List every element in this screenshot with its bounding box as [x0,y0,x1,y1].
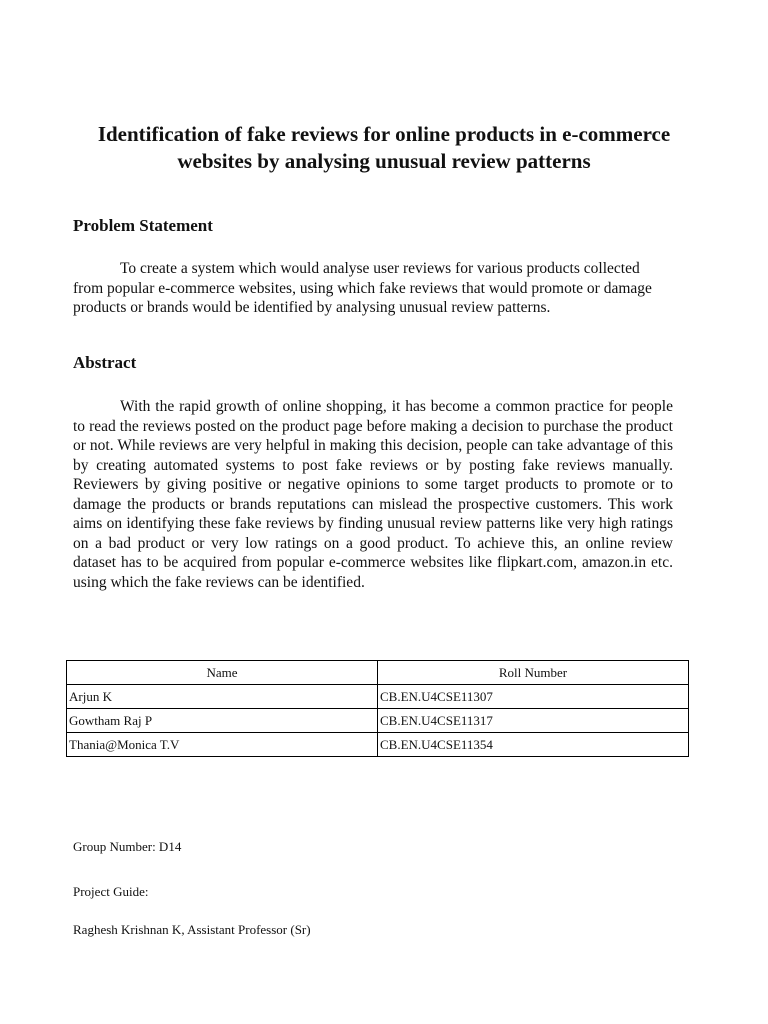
group-number: Group Number: D14 [73,839,182,854]
table-row [67,733,689,757]
member-roll-number: CB.EN.U4CSE11317 [378,709,689,733]
problem-statement-text: To create a system which would analyse user reviews for various products collected from popular e-commerce websites, using which fake reviews that would promote or damage products or brands would be identified by analysing unusual review patterns. [73,260,652,316]
abstract-heading: Abstract [73,353,137,372]
project-guide-label: Project Guide: [73,884,149,899]
project-guide-name: Raghesh Krishnan K, Assistant Professor (Sr) [73,922,311,937]
member-name: Gowtham Raj P [67,709,378,733]
column-header-name: Name [67,661,378,685]
member-name: Thania@Monica T.V [67,733,378,757]
member-roll-number: CB.EN.U4CSE11307 [378,685,689,709]
document-title: Identification of fake reviews for online products in e-commerce websites by analysing unusual review patterns [97,122,671,173]
table-row [67,685,689,709]
table-header-row [67,661,689,685]
members-table [66,660,689,757]
member-name: Arjun K [67,685,378,709]
abstract-text: With the rapid growth of online shopping, it has become a common practice for people to read the reviews posted on the product page before making a decision to purchase the product or not. While reviews are very helpful in making this decision, people can take advantage of this by creating automated systems to post fake reviews or by posting fake reviews manually. Reviewers by giving positive or negative opinions to some target products to promote or to damage the products or brands reputations can mislead the prospective customers. This work aims on identifying these fake reviews by finding unusual review patterns like very high ratings on a bad product or very low ratings on a good product. To achieve this, an online review dataset has to be acquired from popular e-commerce websites like flipkart.com, amazon.in etc. using which the fake reviews can be identified. [73,398,673,591]
member-roll-number: CB.EN.U4CSE11354 [378,733,689,757]
table-row [67,709,689,733]
column-header-roll-number: Roll Number [378,661,689,685]
problem-statement-heading: Problem Statement [73,216,213,235]
